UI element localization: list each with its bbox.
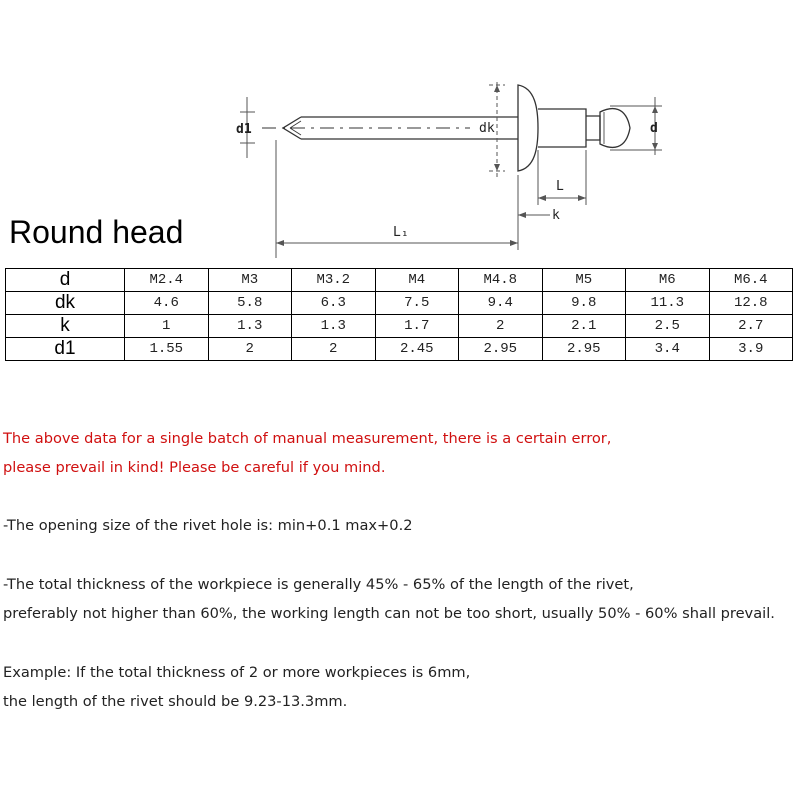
table-cell: M4.8: [459, 269, 543, 292]
table-row: [6, 269, 793, 292]
table-cell: M5: [542, 269, 626, 292]
table-cell: 2: [292, 338, 376, 361]
table-cell: 2.1: [542, 315, 626, 338]
row-header: d: [6, 269, 125, 292]
table-cell: 4.6: [125, 292, 209, 315]
example-note-line2: the length of the rivet should be 9.23-13.3mm.: [3, 693, 348, 710]
rivet-head: [518, 85, 538, 171]
warning-text-line2: please prevail in kind! Please be careful if you mind.: [3, 459, 386, 476]
table-row: [6, 292, 793, 315]
page-title: Round head: [9, 214, 184, 250]
table-cell: M3.2: [292, 269, 376, 292]
example-note-line1: Example: If the total thickness of 2 or more workpieces is 6mm,: [3, 664, 471, 681]
row-header: d1: [6, 338, 125, 361]
table-cell: 12.8: [709, 292, 793, 315]
table-cell: 6.3: [292, 292, 376, 315]
thickness-note-line1: -The total thickness of the workpiece is generally 45% - 65% of the length of the rivet,: [3, 576, 634, 593]
table-cell: 2.7: [709, 315, 793, 338]
table-cell: 9.8: [542, 292, 626, 315]
table-cell: 2.95: [542, 338, 626, 361]
table-cell: 9.4: [459, 292, 543, 315]
table-cell: 7.5: [375, 292, 459, 315]
table-row: [6, 338, 793, 361]
label-L1: L₁: [393, 225, 409, 240]
table-cell: 1.3: [208, 315, 292, 338]
label-d: d: [650, 121, 658, 136]
label-d1: d1: [236, 122, 252, 137]
table-cell: M4: [375, 269, 459, 292]
warning-text-line1: The above data for a single batch of manual measurement, there is a certain error,: [3, 430, 612, 447]
hole-size-note: -The opening size of the rivet hole is: min+0.1 max+0.2: [3, 517, 413, 534]
table-cell: 2: [459, 315, 543, 338]
row-header: k: [6, 315, 125, 338]
table-cell: M3: [208, 269, 292, 292]
table-cell: 3.9: [709, 338, 793, 361]
table-cell: 1.55: [125, 338, 209, 361]
table-cell: 2.5: [626, 315, 710, 338]
label-L: L: [556, 179, 564, 194]
table-cell: M6.4: [709, 269, 793, 292]
table-cell: 2.95: [459, 338, 543, 361]
table-cell: 1: [125, 315, 209, 338]
table-cell: 3.4: [626, 338, 710, 361]
label-dk: dk: [479, 121, 495, 136]
table-cell: 11.3: [626, 292, 710, 315]
mandrel-head: [600, 109, 630, 148]
table-cell: M6: [626, 269, 710, 292]
table-cell: 1.3: [292, 315, 376, 338]
row-header: dk: [6, 292, 125, 315]
table-cell: 5.8: [208, 292, 292, 315]
table-cell: 2.45: [375, 338, 459, 361]
rivet-body: [538, 109, 586, 147]
label-k: k: [552, 208, 560, 223]
table-cell: 2: [208, 338, 292, 361]
table-cell: M2.4: [125, 269, 209, 292]
spec-table: [5, 268, 793, 361]
table-cell: 1.7: [375, 315, 459, 338]
thickness-note-line2: preferably not higher than 60%, the working length can not be too short, usually 50% - 60% shall prevail.: [3, 605, 775, 622]
table-row: [6, 315, 793, 338]
